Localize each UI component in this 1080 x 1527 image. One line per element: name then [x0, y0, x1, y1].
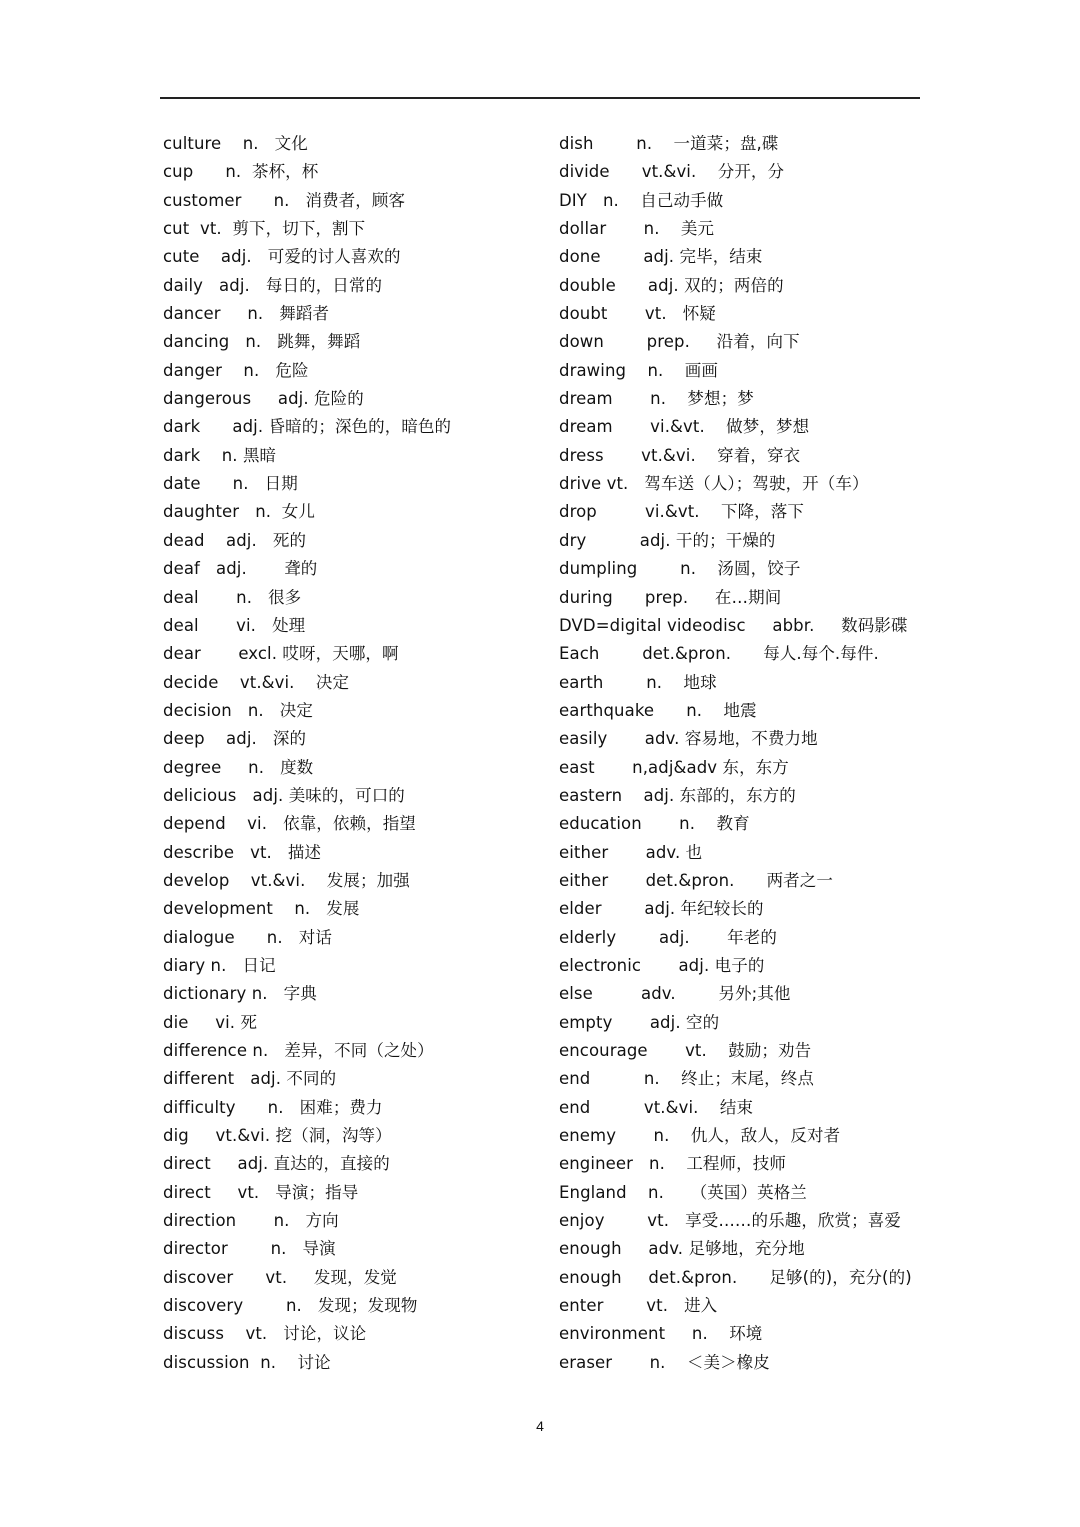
vocabulary-entry — [163, 782, 543, 810]
vocabulary-entry — [163, 187, 543, 215]
vocabulary-entry — [559, 215, 929, 243]
vocabulary-entry-text: dig vt.&vi. 挖（洞，沟等） — [163, 1126, 392, 1146]
vocabulary-entry-text: enough det.&pron. 足够(的)，充分(的) — [559, 1267, 912, 1287]
vocabulary-entry — [163, 810, 543, 838]
vocabulary-entry — [163, 385, 543, 413]
vocabulary-entry — [163, 442, 543, 470]
vocabulary-entry-text: decision n. 决定 — [163, 700, 313, 720]
vocabulary-entry — [559, 697, 929, 725]
vocabulary-entry — [559, 1235, 929, 1263]
vocabulary-entry-text: dress vt.&vi. 穿着，穿衣 — [559, 445, 801, 465]
vocabulary-entry-text: daily adj. 每日的，日常的 — [163, 275, 383, 295]
vocabulary-entry — [559, 1179, 929, 1207]
vocabulary-entry — [559, 300, 929, 328]
vocabulary-entry — [163, 357, 543, 385]
vocabulary-entry — [559, 555, 929, 583]
vocabulary-entry — [559, 725, 929, 753]
vocabulary-entry — [559, 669, 929, 697]
vocabulary-entry — [559, 158, 929, 186]
vocabulary-entry-text: dead adj. 死的 — [163, 530, 307, 550]
vocabulary-entry — [559, 867, 929, 895]
vocabulary-entry — [559, 1094, 929, 1122]
vocabulary-entry — [163, 1179, 543, 1207]
vocabulary-entry-text: deal vi. 处理 — [163, 615, 306, 635]
vocabulary-entry — [163, 952, 543, 980]
vocabulary-entry-text: Each det.&pron. 每人.每个.每件. — [559, 644, 879, 664]
vocabulary-entry-text: doubt vt. 怀疑 — [559, 304, 716, 324]
vocabulary-entry-text: enough adv. 足够地，充分地 — [559, 1239, 805, 1259]
vocabulary-entry-text: dish n. 一道菜；盘,碟 — [559, 134, 779, 153]
vocabulary-entry-text: dancer n. 舞蹈者 — [163, 304, 330, 324]
vocabulary-entry-text: depend vi. 依靠，依赖，指望 — [163, 814, 416, 834]
vocabulary-entry — [559, 895, 929, 923]
vocabulary-entry-text: direction n. 方向 — [163, 1211, 339, 1231]
vocabulary-entry — [559, 1037, 929, 1065]
vocabulary-entry-text: during prep. 在…期间 — [559, 587, 782, 607]
vocabulary-entry — [559, 357, 929, 385]
vocabulary-entry — [559, 839, 929, 867]
vocabulary-entry — [163, 1094, 543, 1122]
vocabulary-entry-text: dictionary n. 字典 — [163, 984, 317, 1004]
vocabulary-entry-text: enjoy vt. 享受……的乐趣，欣赏；喜爱 — [559, 1211, 901, 1231]
vocabulary-entry-text: either det.&pron. 两者之一 — [559, 870, 833, 890]
vocabulary-entry — [559, 640, 929, 668]
vocabulary-entry-text: direct adj. 直达的，直接的 — [163, 1154, 390, 1174]
vocabulary-entry — [163, 1037, 543, 1065]
vocabulary-entry-text: cup n. 茶杯，杯 — [163, 162, 319, 182]
vocabulary-entry — [559, 130, 929, 158]
vocabulary-entry-text: dollar n. 美元 — [559, 219, 715, 239]
vocabulary-entry — [559, 1122, 929, 1150]
vocabulary-entry-text: earth n. 地球 — [559, 672, 717, 692]
vocabulary-entry — [559, 612, 929, 640]
vocabulary-entry — [163, 272, 543, 300]
vocabulary-entry-text: east n,adj&adv 东，东方 — [559, 757, 789, 777]
vocabulary-entry-text: date n. 日期 — [163, 474, 298, 494]
vocabulary-entry — [163, 1207, 543, 1235]
vocabulary-entry-text: elder adj. 年纪较长的 — [559, 899, 764, 919]
vocabulary-entry — [559, 413, 929, 441]
vocabulary-entry — [163, 924, 543, 952]
vocabulary-entry-text: die vi. 死 — [163, 1012, 258, 1032]
vocabulary-entry — [163, 158, 543, 186]
vocabulary-entry-text: danger n. 危险 — [163, 360, 309, 380]
vocabulary-entry — [163, 1065, 543, 1093]
vocabulary-entry-text: development n. 发展 — [163, 899, 360, 919]
vocabulary-entry-text: encourage vt. 鼓励；劝告 — [559, 1041, 812, 1060]
vocabulary-entry-text: education n. 教育 — [559, 814, 750, 834]
vocabulary-entry — [163, 1292, 543, 1320]
vocabulary-entry-text: earthquake n. 地震 — [559, 700, 757, 720]
vocabulary-entry-text: elderly adj. 年老的 — [559, 927, 777, 947]
vocabulary-entry — [559, 1207, 929, 1235]
vocabulary-entry-text: diary n. 日记 — [163, 955, 276, 975]
vocabulary-entry — [163, 1150, 543, 1178]
vocabulary-entry-text: DIY n. 自己动手做 — [559, 190, 724, 210]
vocabulary-entry — [163, 215, 543, 243]
page-number: 4 — [536, 1418, 544, 1434]
vocabulary-entry — [163, 470, 543, 498]
vocabulary-entry-text: discussion n. 讨论 — [163, 1352, 331, 1372]
vocabulary-entry — [559, 187, 929, 215]
vocabulary-entry — [559, 328, 929, 356]
vocabulary-entry-text: dialogue n. 对话 — [163, 927, 332, 947]
vocabulary-entry — [163, 1122, 543, 1150]
vocabulary-entry-text: empty adj. 空的 — [559, 1012, 720, 1032]
vocabulary-entry-text: deal n. 很多 — [163, 587, 302, 607]
vocabulary-entry — [163, 1235, 543, 1263]
vocabulary-entry-text: done adj. 完毕，结束 — [559, 247, 763, 267]
vocabulary-entry-text: daughter n. 女儿 — [163, 502, 316, 522]
vocabulary-entry — [559, 1320, 929, 1348]
vocabulary-entry-text: dream vi.&vt. 做梦，梦想 — [559, 417, 810, 437]
vocabulary-entry — [163, 867, 543, 895]
vocabulary-entry-text: dancing n. 跳舞，舞蹈 — [163, 332, 361, 352]
vocabulary-entry — [559, 442, 929, 470]
vocabulary-entry-text: dark adj. 昏暗的；深色的，暗色的 — [163, 417, 452, 437]
vocabulary-entry-text: delicious adj. 美味的，可口的 — [163, 785, 405, 805]
vocabulary-entry-text: enemy n. 仇人，敌人，反对者 — [559, 1126, 841, 1146]
left-vocabulary-column — [163, 130, 543, 1377]
vocabulary-entry-text: cut vt. 剪下，切下，割下 — [163, 219, 366, 239]
vocabulary-entry-text: deaf adj. 聋的 — [163, 559, 318, 579]
vocabulary-entry — [163, 555, 543, 583]
vocabulary-entry-text: deep adj. 深的 — [163, 729, 307, 749]
vocabulary-entry — [163, 669, 543, 697]
vocabulary-entry — [559, 584, 929, 612]
vocabulary-entry — [559, 1150, 929, 1178]
vocabulary-entry-text: different adj. 不同的 — [163, 1069, 337, 1089]
vocabulary-entry-text: divide vt.&vi. 分开，分 — [559, 162, 785, 182]
vocabulary-entry-text: electronic adj. 电子的 — [559, 955, 765, 975]
vocabulary-entry — [163, 725, 543, 753]
vocabulary-entry-text: eastern adj. 东部的，东方的 — [559, 785, 796, 805]
vocabulary-entry — [163, 1009, 543, 1037]
vocabulary-entry — [559, 272, 929, 300]
vocabulary-entry — [163, 300, 543, 328]
vocabulary-entry-text: easily adv. 容易地，不费力地 — [559, 729, 818, 749]
vocabulary-entry-text: dumpling n. 汤圆，饺子 — [559, 559, 801, 579]
vocabulary-entry-text: else adv. 另外;其他 — [559, 984, 791, 1004]
vocabulary-entry-text: down prep. 沿着，向下 — [559, 332, 800, 352]
vocabulary-entry-text: difficulty n. 困难；费力 — [163, 1097, 383, 1117]
vocabulary-entry — [559, 498, 929, 526]
vocabulary-entry — [163, 527, 543, 555]
vocabulary-entry-text: discovery n. 发现；发现物 — [163, 1296, 418, 1316]
vocabulary-entry — [163, 839, 543, 867]
vocabulary-entry — [163, 413, 543, 441]
vocabulary-entry — [163, 584, 543, 612]
vocabulary-entry-text: direct vt. 导演；指导 — [163, 1182, 359, 1202]
vocabulary-entry — [559, 952, 929, 980]
vocabulary-entry-text: dangerous adj. 危险的 — [163, 389, 364, 409]
vocabulary-entry-text: engineer n. 工程师，技师 — [559, 1154, 786, 1174]
vocabulary-entry-text: end vt.&vi. 结束 — [559, 1097, 754, 1117]
vocabulary-entry — [163, 328, 543, 356]
vocabulary-entry-text: drive vt. 驾车送（人）；驾驶，开（车） — [559, 474, 869, 494]
vocabulary-entry — [163, 754, 543, 782]
vocabulary-entry — [559, 1292, 929, 1320]
vocabulary-entry — [163, 697, 543, 725]
vocabulary-entry-text: dark n. 黑暗 — [163, 445, 277, 465]
vocabulary-entry — [559, 385, 929, 413]
vocabulary-entry — [163, 130, 543, 158]
vocabulary-entry-text: decide vt.&vi. 决定 — [163, 672, 350, 692]
vocabulary-entry-text: director n. 导演 — [163, 1239, 336, 1259]
vocabulary-entry-text: discover vt. 发现，发觉 — [163, 1267, 397, 1287]
vocabulary-entry-text: DVD=digital videodisc abbr. 数码影碟 — [559, 615, 908, 635]
vocabulary-entry — [163, 1264, 543, 1292]
vocabulary-entry — [559, 782, 929, 810]
vocabulary-entry — [163, 498, 543, 526]
vocabulary-entry-text: cute adj. 可爱的讨人喜欢的 — [163, 247, 401, 267]
vocabulary-entry — [163, 980, 543, 1008]
vocabulary-entry — [559, 470, 929, 498]
vocabulary-entry-text: double adj. 双的；两倍的 — [559, 275, 784, 295]
vocabulary-entry-text: either adv. 也 — [559, 842, 703, 862]
vocabulary-entry — [559, 243, 929, 271]
vocabulary-entry-text: describe vt. 描述 — [163, 842, 322, 862]
vocabulary-entry — [559, 810, 929, 838]
right-vocabulary-column — [559, 130, 929, 1377]
vocabulary-entry — [559, 924, 929, 952]
vocabulary-entry-text: degree n. 度数 — [163, 757, 314, 777]
vocabulary-entry — [559, 1009, 929, 1037]
vocabulary-entry — [163, 1349, 543, 1377]
vocabulary-entry — [559, 754, 929, 782]
vocabulary-entry-text: customer n. 消费者，顾客 — [163, 190, 406, 210]
vocabulary-entry-text: drawing n. 画画 — [559, 360, 718, 380]
vocabulary-entry-text: enter vt. 进入 — [559, 1296, 718, 1316]
vocabulary-entry-text: dry adj. 干的；干燥的 — [559, 530, 776, 550]
vocabulary-entry-text: culture n. 文化 — [163, 134, 308, 153]
vocabulary-entry — [163, 612, 543, 640]
vocabulary-entry — [559, 527, 929, 555]
vocabulary-entry-text: discuss vt. 讨论，议论 — [163, 1324, 367, 1344]
vocabulary-entry-text: difference n. 差异，不同（之处） — [163, 1041, 434, 1060]
vocabulary-entry — [163, 895, 543, 923]
vocabulary-entry — [559, 1065, 929, 1093]
vocabulary-entry-text: environment n. 环境 — [559, 1324, 763, 1344]
vocabulary-entry-text: end n. 终止；末尾，终点 — [559, 1069, 814, 1089]
vocabulary-entry — [559, 1264, 929, 1292]
vocabulary-entry-text: England n. （英国）英格兰 — [559, 1182, 807, 1202]
vocabulary-entry — [559, 980, 929, 1008]
header-rule — [160, 97, 920, 99]
vocabulary-entry-text: develop vt.&vi. 发展；加强 — [163, 870, 410, 890]
vocabulary-entry-text: dream n. 梦想；梦 — [559, 389, 754, 409]
vocabulary-entry-text: drop vi.&vt. 下降，落下 — [559, 502, 804, 522]
vocabulary-entry-text: eraser n. ＜美＞橡皮 — [559, 1352, 770, 1372]
vocabulary-entry-text: dear excl. 哎呀，天哪，啊 — [163, 644, 399, 664]
vocabulary-entry — [559, 1349, 929, 1377]
vocabulary-entry — [163, 640, 543, 668]
vocabulary-entry — [163, 243, 543, 271]
vocabulary-entry — [163, 1320, 543, 1348]
